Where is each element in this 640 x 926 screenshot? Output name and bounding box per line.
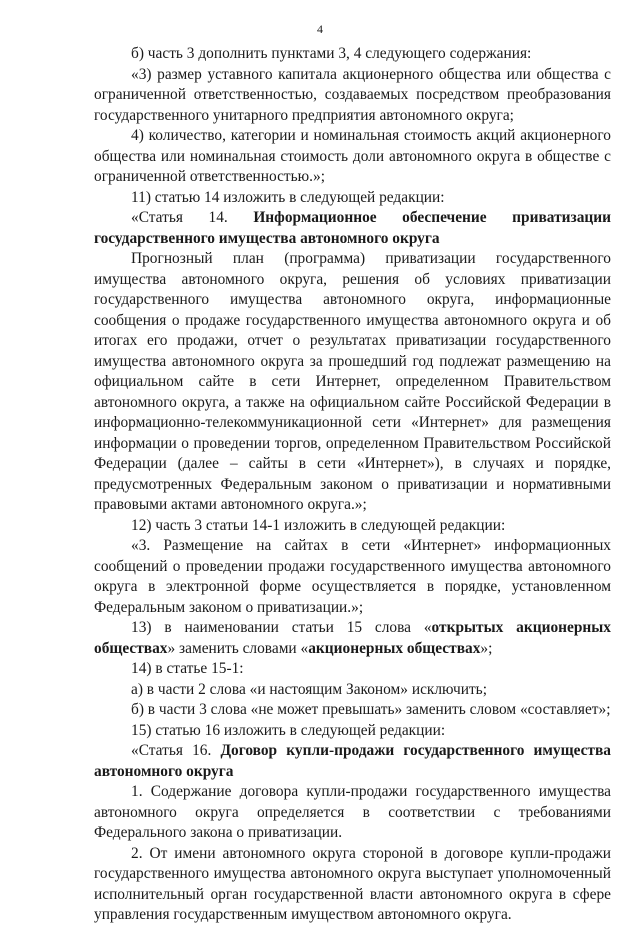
text-segment: 13) в наименовании статьи 15 слова « [131,619,432,636]
text-segment: 15) статью 16 изложить в следующей редакции: [131,721,446,739]
page-number: 4 [317,22,323,36]
paragraph [94,680,611,701]
paragraph [94,618,611,659]
paragraph [94,721,611,742]
paragraph [94,741,611,782]
text-segment: б) в части 3 слова «не может превышать» заменить словом «составляет»; [131,701,611,718]
paragraph [94,844,611,926]
paragraph [94,249,611,516]
paragraph [94,44,611,65]
paragraph [94,659,611,680]
paragraph [94,65,611,127]
bold-text-segment: Договор купли-продажи государственного имущества автономного округа [94,742,611,780]
text-segment: 11) статью 14 изложить в следующей редакции: [131,188,445,206]
text-segment: 4) количество, категории и номинальная стоимость акций акционерного общества или номинальная стоимость доли автономного округа в обществе с ограниченной ответственностью.»; [94,127,611,185]
text-segment: »; [480,639,493,657]
text-segment: б) часть 3 дополнить пунктами 3, 4 следующего содержания: [131,45,532,62]
document-body [94,44,611,926]
paragraph [94,536,611,618]
paragraph [94,782,611,844]
paragraph [94,516,611,537]
text-segment: Прогнозный план (программа) приватизации государственного имущества автономного округа, решения об условиях приватизации государственного имущества автономного округа, информационные сообщения о продаже государственного имущества автономного округа и об итогах его продажи, отчет о результатах приватизации государственного имущества автономного округа за прошедший год подлежат размещению на официальном сайте в сети Интернет, определенном Правительством автономного округа, а также на официальном сайте Российской Федерации в информационно-телекоммуникационной сети «Интернет» для размещения информации о проведении торгов, определенном Правительством Российской Федерации (далее – сайты в сети «Интернет»), в случаях и порядке, предусмотренных Федеральным законом о приватизации и нормативными правовыми актами автономного округа.»; [94,250,611,513]
text-segment: «Статья 14. [131,209,254,226]
text-segment: а) в части 2 слова «и настоящим Законом» исключить; [131,680,487,698]
text-segment: 2. От имени автономного округа стороной в договоре купли-продажи государственного имущества автономного округа выступает уполномоченный исполнительный орган государственной власти автономного округа в сфере управления государственным имуществом автономного округа. [94,844,611,923]
text-segment: 1. Содержание договора купли-продажи государственного имущества автономного округа определяется в соответствии с требованиями Федерального закона о приватизации. [94,783,611,841]
text-segment: «3. Размещение на сайтах в сети «Интернет» информационных сообщений о проведении продажи государственного имущества автономного округа в электронной форме осуществляется в порядке, установленном Федеральным законом о приватизации.»; [94,537,611,616]
bold-text-segment: открытых акционерных обществах [94,619,611,657]
text-segment: «3) размер уставного капитала акционерного общества или общества с ограниченной ответственностью, создаваемых посредством преобразования государственного унитарного предприятия автономного округа; [94,65,611,124]
text-segment: » заменить словами « [167,639,309,657]
paragraph [94,208,611,249]
paragraph [94,188,611,209]
text-segment: 12) часть 3 статьи 14-1 изложить в следующей редакции: [131,516,506,534]
text-segment: 14) в статье 15-1: [131,660,244,677]
paragraph [94,700,611,721]
text-segment: «Статья 16. [131,742,221,759]
paragraph [94,126,611,188]
bold-text-segment: акционерных обществах [308,639,481,657]
bold-text-segment: Информационное обеспечение приватизации государственного имущества автономного округа [94,209,611,247]
